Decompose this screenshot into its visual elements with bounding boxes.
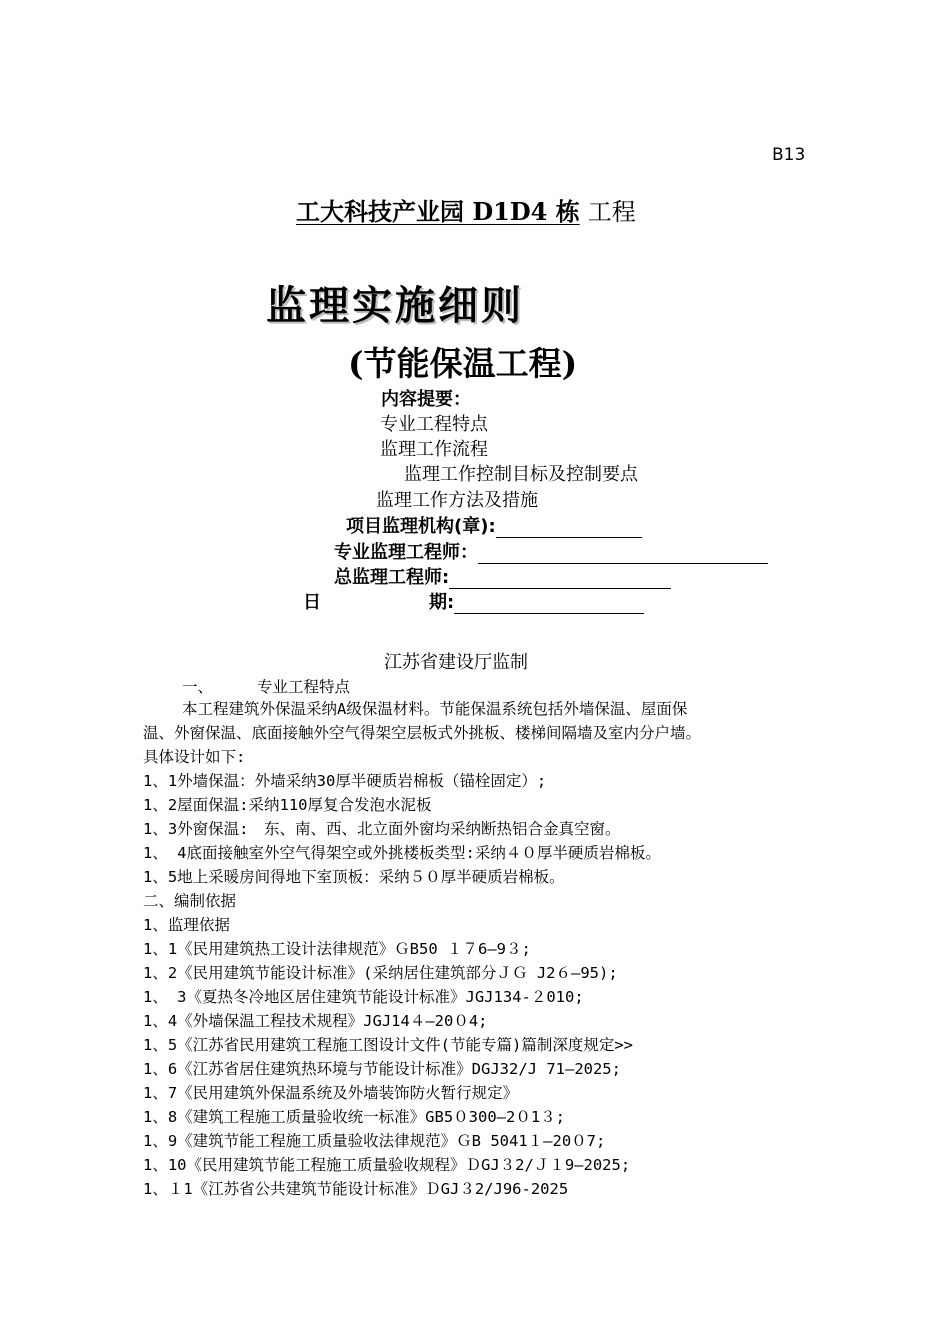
- list-item: 1、5《江苏省民用建筑工程施工图设计文件(节能专篇)篇制深度规定>>: [143, 1036, 633, 1054]
- signature-label: 项目监理机构(章):: [346, 516, 496, 537]
- toc-item: 监理工作流程: [380, 439, 488, 460]
- signature-blank: [478, 545, 768, 564]
- signature-chief: [334, 563, 671, 589]
- list-item: 1、6《江苏省居住建筑热环境与节能设计标准》DGJ32/J 71—2025;: [143, 1060, 621, 1078]
- signature-blank: [449, 570, 671, 589]
- signature-blank: [496, 519, 642, 538]
- paragraph-line: 具体设计如下:: [143, 748, 246, 766]
- section-1-body: [143, 697, 833, 1201]
- paragraph-line: 温、外窗保温、底面接触外空气得架空层板式外挑板、楼梯间隔墙及室内分户墙。: [143, 724, 702, 742]
- list-item: 1、１1《江苏省公共建筑节能设计标准》ＤGJ３2/J96-2025: [143, 1180, 569, 1198]
- document-subtitle: (节能保温工程): [348, 344, 578, 383]
- signature-label: 日 期:: [303, 592, 455, 613]
- list-item: 1、10《民用建筑节能工程施工质量验收规程》ＤGJ３2/Ｊ１9—2025;: [143, 1156, 631, 1174]
- signature-blank: [454, 595, 644, 614]
- list-item: 1、2屋面保温:采纳110厚复合发泡水泥板: [143, 796, 432, 814]
- toc-item: 监理工作方法及措施: [376, 490, 538, 511]
- signature-agency: [346, 512, 642, 538]
- list-item: 1、8《建筑工程施工质量验收统一标准》GB5０300—2０1３;: [143, 1108, 565, 1126]
- list-item: 1、3外窗保温: 东、南、西、北立面外窗均采纳断热铝合金真空窗。: [143, 820, 621, 838]
- issuer: 江苏省建设厅监制: [384, 652, 528, 673]
- toc-heading: 内容提要：: [381, 389, 471, 410]
- signature-label: 总监理工程师:: [334, 567, 450, 588]
- section-number: 一、: [182, 678, 214, 696]
- list-item: 1、1外墙保温：外墙采纳30厚半硬质岩棉板（锚栓固定）;: [143, 772, 547, 790]
- signature-specialist: [334, 538, 768, 564]
- toc-item: 监理工作控制目标及控制要点: [404, 464, 638, 485]
- section-1-heading: [182, 675, 350, 699]
- paragraph-line: 本工程建筑外保温采纳A级保温材料。节能保温系统包括外墙保温、屋面保: [182, 700, 688, 718]
- project-name: 工大科技产业园 D1D4 栋: [296, 197, 580, 226]
- section-title: 专业工程特点: [257, 678, 351, 696]
- signature-label: 专业监理工程师：: [334, 542, 478, 563]
- list-item: 1、2《民用建筑节能设计标准》(采纳居住建筑部分ＪＧ J2６—95);: [143, 964, 618, 982]
- list-item: 1、4《外墙保温工程技术规程》JGJ14４—20０4;: [143, 1012, 488, 1030]
- project-suffix: 工程: [587, 198, 636, 226]
- list-item: 1、5地上采暖房间得地下室顶板：采纳５０厚半硬质岩棉板。: [143, 868, 565, 886]
- toc-item: 专业工程特点: [380, 414, 488, 435]
- list-item: 1、 3《夏热冬冷地区居住建筑节能设计标准》JGJ134-２010;: [143, 988, 584, 1006]
- subsection-heading: 1、监理依据: [143, 916, 230, 934]
- document-title: 监理实施细则: [266, 283, 524, 329]
- list-item: 1、9《建筑节能工程施工质量验收法律规范》ＧB 5041１—20０7;: [143, 1132, 606, 1150]
- list-item: 1、1《民用建筑热工设计法律规范》ＧB50 １７6—9３;: [143, 940, 531, 958]
- doc-code: B13: [772, 145, 806, 165]
- project-line: [266, 192, 636, 227]
- section-2-heading: 二、编制依据: [143, 892, 237, 910]
- list-item: 1、 4底面接触室外空气得架空或外挑楼板类型:采纳４０厚半硬质岩棉板。: [143, 844, 661, 862]
- list-item: 1、7《民用建筑外保温系统及外墙装饰防火暂行规定》: [143, 1084, 519, 1102]
- signature-date: [303, 588, 644, 614]
